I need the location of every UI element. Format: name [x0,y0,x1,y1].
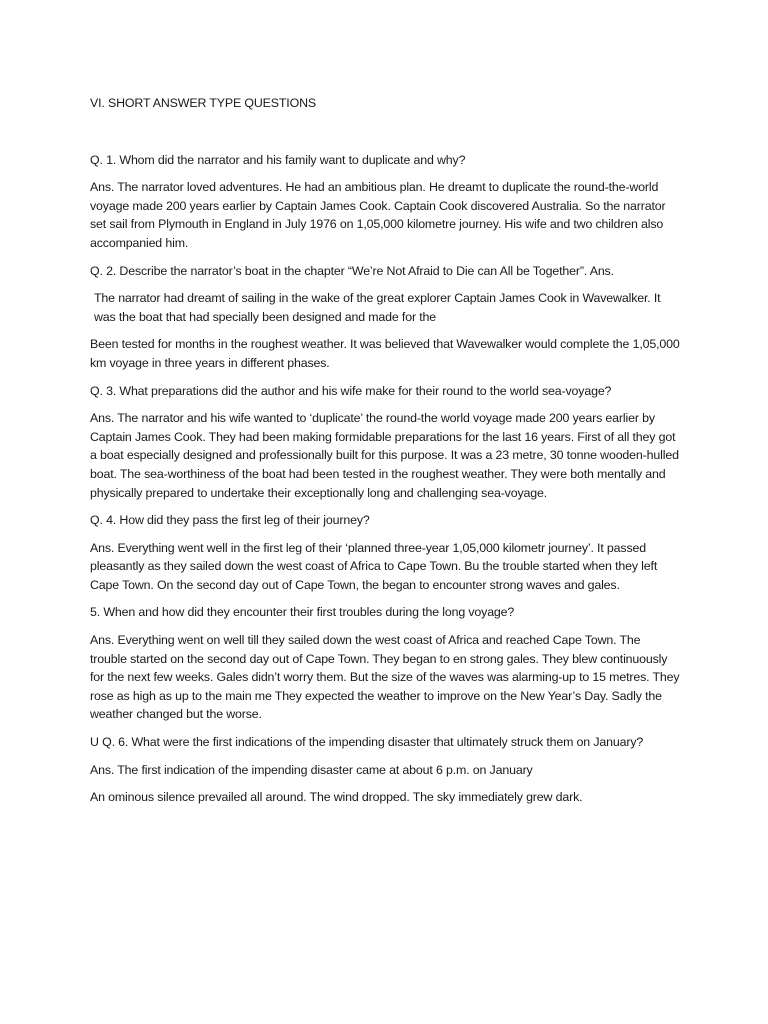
answer-2-part-1: The narrator had dreamt of sailing in the wake of the great explorer Captain James Cook in Wavewalker. It was the boat that had specially been designed and made for the [94,291,661,324]
answer-1: Ans. The narrator loved adventures. He had an ambitious plan. He dreamt to duplicate the round-the-world voyage made 200 years earlier by Captain James Cook. Captain Cook discovered Australia. So the narrator set sail from Plymouth in England in July 1976 on 1,05,000 kilometre journey. His wife and two children also accompanied him. [90,180,666,250]
document-page [90,94,680,816]
section-heading: VI. SHORT ANSWER TYPE QUESTIONS [90,96,317,110]
question-1: Q. 1. Whom did the narrator and his family want to duplicate and why? [90,152,466,167]
answer-6-part-1: Ans. The first indication of the impending disaster came at about 6 p.m. on January [90,762,533,777]
question-5: 5. When and how did they encounter their first troubles during the long voyage? [90,605,515,620]
question-6: U Q. 6. What were the first indications of the impending disaster that ultimately struck them on January? [90,735,644,750]
question-4: Q. 4. How did they pass the first leg of their journey? [90,513,370,528]
question-3: Q. 3. What preparations did the author and his wife make for their round to the world sea-voyage? [90,383,612,398]
answer-2-part-2: Been tested for months in the roughest weather. It was believed that Wavewalker would complete the 1,05,000 km voyage in three years in different phases. [90,337,680,370]
answer-4: Ans. Everything went well in the first leg of their ‘planned three-year 1,05,000 kilometr journey’. It passed pleasantly as they sailed down the west coast of Africa to Cape Town. Bu the trouble started when they left Cape Town. On the second day out of Cape Town, the began to encounter strong waves and gales. [90,540,658,592]
answer-5: Ans. Everything went on well till they sailed down the west coast of Africa and reached Cape Town. The trouble started on the second day out of Cape Town. They began to en strong gales. They blew continuously for the next few weeks. Gales didn’t worry them. But the size of the waves was alarming-up to 15 metres. They rose as high as up to the main me They expected the weather to improve on the New Year’s Day. Sadly the weather changed but the worse. [90,633,680,722]
answer-6-part-2: An ominous silence prevailed all around. The wind dropped. The sky immediately grew dark. [90,790,583,805]
answer-3: Ans. The narrator and his wife wanted to ‘duplicate’ the round-the world voyage made 200 years earlier by Captain James Cook. They had been making formidable preparations for the last 16 years. First of all they got a boat especially designed and professionally built for this purpose. It was a 23 metre, 30 tonne wooden-hulled boat. The sea-worthiness of the boat had been tested in the roughest weather. They were both mentally and physically prepared to undertake their exceptionally long and challenging sea-voyage. [90,411,679,500]
question-2: Q. 2. Describe the narrator’s boat in the chapter “We’re Not Afraid to Die can All be Together”. Ans. [90,263,614,278]
